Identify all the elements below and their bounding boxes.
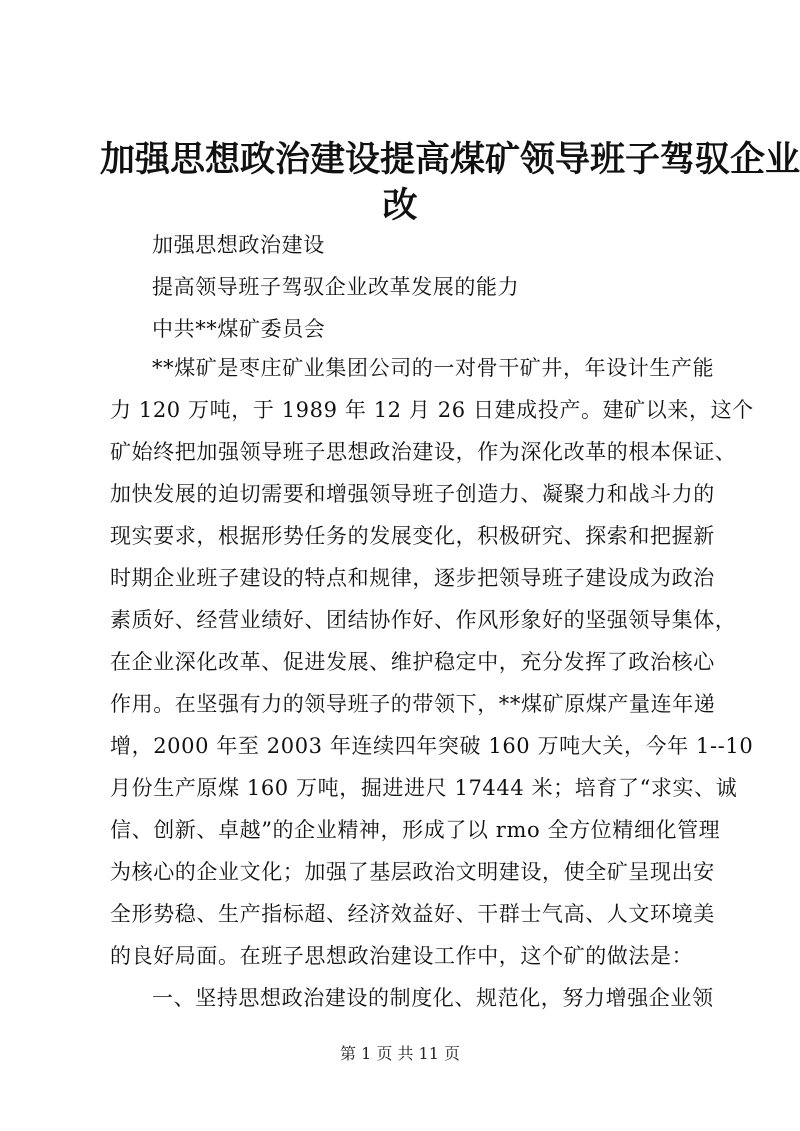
body-line: 作用。在坚强有力的领导班子的带领下，**煤矿原煤产量连年递 — [110, 692, 716, 716]
body-line: 全形势稳、生产指标超、经济效益好、干群士气高、人文环境美 — [110, 902, 715, 926]
body-line: 月份生产原煤 160 万吨，掘进进尺 17444 米；培育了“求实、诚 — [110, 776, 738, 800]
body-line: 一、坚持思想政治建设的制度化、规范化，努力增强企业领 — [152, 986, 714, 1010]
body-line: 矿始终把加强领导班子思想政治建设，作为深化改革的根本保证、 — [110, 440, 737, 464]
subtitle-2: 提高领导班子驾驭企业改革发展的能力 — [152, 275, 520, 299]
body-line: 在企业深化改革、促进发展、维护稳定中，充分发挥了政治核心 — [110, 650, 715, 674]
body-line: 时期企业班子建设的特点和规律，逐步把领导班子建设成为政治 — [110, 566, 715, 590]
body-line: 加快发展的迫切需要和增强领导班子创造力、凝聚力和战斗力的 — [110, 482, 715, 506]
body-line: 现实要求，根据形势任务的发展变化，积极研究、探索和把握新 — [110, 524, 715, 548]
page-number-footer: 第 1 页 共 11 页 — [340, 1044, 460, 1063]
body-line: 信、创新、卓越”的企业精神，形成了以 rmo 全方位精细化管理 — [110, 818, 721, 842]
subtitle-1: 加强思想政治建设 — [152, 233, 325, 257]
author-line: 中共**煤矿委员会 — [152, 317, 326, 341]
body-line: 为核心的企业文化；加强了基层政治文明建设，使全矿呈现出安 — [110, 860, 715, 884]
body-line: 增，2000 年至 2003 年连续四年突破 160 万吨大关，今年 1--10 — [110, 734, 754, 758]
body-line: 素质好、经营业绩好、团结协作好、作风形象好的坚强领导集体， — [110, 608, 737, 632]
document-title-line-2: 改 — [382, 185, 418, 226]
body-line: **煤矿是枣庄矿业集团公司的一对骨干矿井，年设计生产能 — [152, 356, 715, 380]
body-line: 力 120 万吨，于 1989 年 12 月 26 日建成投产。建矿以来，这个 — [110, 398, 754, 422]
body-line: 的良好局面。在班子思想政治建设工作中，这个矿的做法是： — [110, 944, 694, 968]
document-title-line-1: 加强思想政治建设提高煤矿领导班子驾驭企业 — [100, 139, 800, 180]
